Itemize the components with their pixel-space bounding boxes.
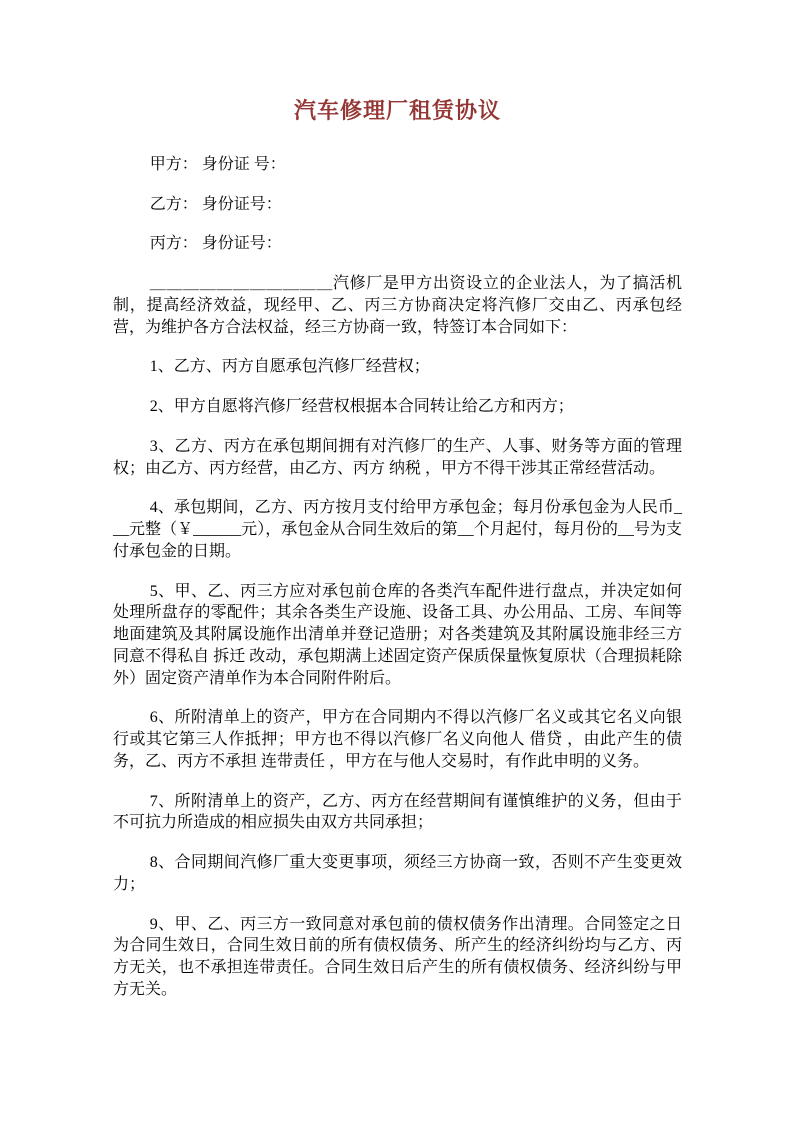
intro-paragraph: ＿＿＿＿＿＿＿＿＿＿＿汽修厂是甲方出资设立的企业法人，为了搞活机制，提高经济效益，现经甲、乙、丙三方协商决定将汽修厂交由乙、丙承包经营，为维护各方合法权益，经三方协商一致，特签订本合同如下：: [113, 275, 682, 336]
party-line-yifang: 乙方： 身份证号：: [149, 195, 282, 213]
clause-paragraph-8: 8、合同期间汽修厂重大变更事项，须经三方协商一致，否则不产生变更效力；: [113, 854, 682, 893]
document-title: 汽车修理厂租赁协议: [293, 98, 501, 123]
clause-paragraph-3: 3、乙方、丙方在承包期间拥有对汽修厂的生产、人事、财务等方面的管理权；由乙方、丙方经营，由乙方、丙方 纳税 ，甲方不得干涉其正常经营活动。: [113, 437, 682, 477]
clause-paragraph-1: 1、乙方、丙方自愿承包汽修厂经营权；: [149, 358, 430, 376]
clause-paragraph-7: 7、所附清单上的资产，乙方、丙方在经营期间有谨慎维护的义务，但由于不可抗力所造成的相应损失由双方共同承担；: [113, 792, 682, 832]
clause-paragraph-6: 6、所附清单上的资产，甲方在合同期内不得以汽修厂名义或其它名义向银行或其它第三人作抵押；甲方也不得以汽修厂名义向他人 借贷 ，由此产生的债务，乙、丙方不承担 连带责任 ，甲方在与他人交易时，有作此申明的义务。: [113, 709, 682, 770]
clause-paragraph-9: 9、甲、乙、丙三方一致同意对承包前的债权债务作出清理。合同签定之日为合同生效日，合同生效日前的所有债权债务、所产生的经济纠纷均与乙方、丙方无关，也不承担连带责任。合同生效日后产生的所有债权债务、经济纠纷与甲方无关。: [113, 915, 682, 998]
clause-paragraph-2: 2、甲方自愿将汽修厂经营权根据本合同转让给乙方和丙方；: [149, 398, 574, 416]
clause-paragraph-5: 5、甲、乙、丙三方应对承包前仓库的各类汽车配件进行盘点，并决定如何处理所盘存的零配件；其余各类生产设施、设备工具、办公用品、工房、车间等地面建筑及其附属设施作出清单并登记造册；对各类建筑及其附属设施非经三方同意不得私自 拆迁 改动，承包期满上述固定资产保质保量恢复原状（合理损耗除外）固定资产清单作为本合同附件附后。: [113, 582, 682, 687]
clause-paragraph-4: 4、承包期间，乙方、丙方按月支付给甲方承包金；每月份承包金为人民币___元整（￥______元），承包金从合同生效后的第__个月起付，每月份的__号为支付承包金的日期。: [113, 499, 682, 560]
party-line-bingfang: 丙方： 身份证号：: [149, 235, 282, 253]
party-line-jiafang: 甲方： 身份证 号：: [149, 155, 286, 173]
